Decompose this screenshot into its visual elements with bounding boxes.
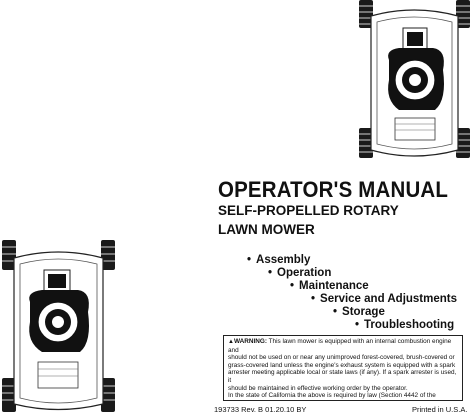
warning-triangle-icon: ▲: [228, 339, 234, 345]
spark-arrester-warning-box: [223, 335, 463, 401]
printed-in: Printed in U.S.A.: [412, 405, 468, 414]
contents-item-storage: • Storage: [333, 306, 385, 318]
contents-item-operation: • Operation: [268, 267, 332, 279]
contents-item-assembly: • Assembly: [247, 254, 311, 266]
part-number: 193733 Rev. B 01.20.10 BY: [214, 405, 307, 414]
lawn-mower-illustration-top: [355, 0, 474, 160]
lawn-mower-illustration-bottom: [0, 238, 118, 415]
bullet-icon: •: [247, 254, 252, 266]
bullet-icon: •: [268, 267, 273, 279]
warning-line: ▲WARNING: This lawn mower is equipped with an internal combustion engine and: [228, 338, 452, 354]
manual-title: OPERATOR'S MANUAL: [218, 177, 449, 202]
bullet-icon: •: [311, 293, 316, 305]
warning-line: arrester meeting applicable local or state laws (if any). If a spark arrester is used, it: [228, 369, 457, 384]
warning-line: grass-covered land unless the engine's exhaust system is equipped with a spark: [228, 361, 456, 369]
contents-item-troubleshooting: • Troubleshooting: [355, 319, 455, 331]
bullet-icon: •: [355, 319, 360, 331]
warning-line: should be maintained in effective working order by the operator.: [228, 384, 408, 392]
contents-item-service: • Service and Adjustments: [311, 293, 458, 305]
warning-line: should not be used on or near any unimproved forest-covered, brush-covered or: [228, 354, 455, 362]
bullet-icon: •: [290, 280, 295, 292]
product-type-line-1: SELF-PROPELLED ROTARY: [218, 203, 399, 218]
bullet-icon: •: [333, 306, 338, 318]
warning-line: In the state of California the above is required by law (Section 4442 of the: [228, 392, 436, 400]
product-type-line-2: LAWN MOWER: [218, 222, 315, 237]
warning-label: WARNING:: [233, 338, 267, 345]
contents-item-maintenance: • Maintenance: [290, 280, 369, 292]
